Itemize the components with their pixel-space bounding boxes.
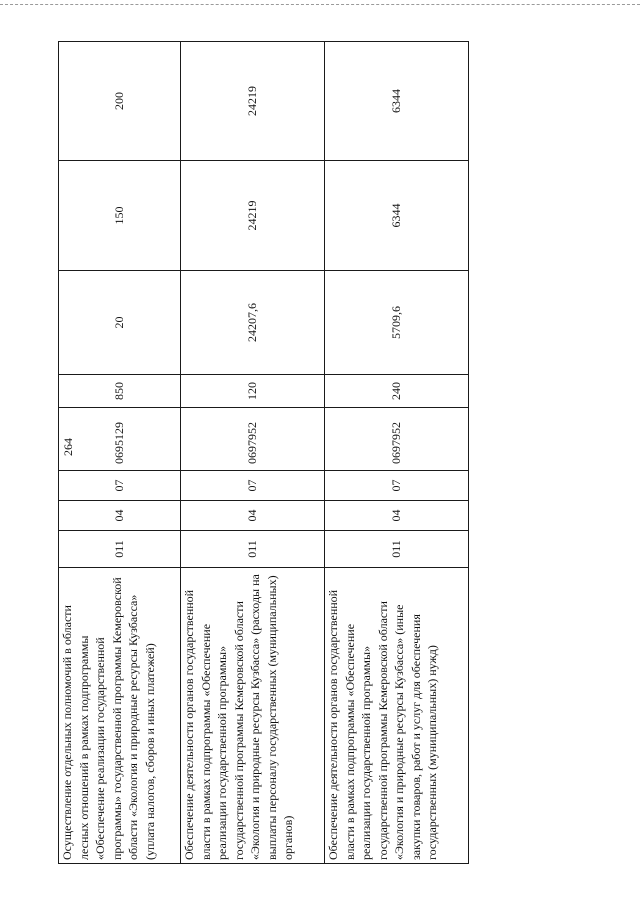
target-article-code: 0697952: [325, 408, 469, 471]
expense-type-code: 850: [59, 375, 181, 408]
amount-year-2: 150: [59, 161, 181, 271]
amount-year-3: 24219: [181, 42, 325, 161]
ministry-code: 011: [325, 531, 469, 568]
amount-year-1: 24207,6: [181, 271, 325, 375]
amount-year-2: 24219: [181, 161, 325, 271]
section-code: 04: [181, 501, 325, 531]
row-description: Обеспечение деятельности органов государственной власти в рамках подпрограммы «Обеспечение реализации государственной программы» государственной программы Кемеровской области «Экология и природные ресурсы Кузбасса» (расходы на выплаты персоналу государственных (муниципальных) органов): [181, 568, 325, 864]
table-row: [325, 42, 469, 864]
subsection-code: 07: [59, 471, 181, 501]
expense-type-code: 240: [325, 375, 469, 408]
budget-table: [58, 41, 469, 864]
amount-year-1: 20: [59, 271, 181, 375]
amount-year-3: 6344: [325, 42, 469, 161]
table-row: [59, 42, 181, 864]
target-article-code: 0695129: [59, 408, 181, 471]
scan-top-rule: [0, 4, 640, 5]
rotated-budget-table-page: [58, 42, 468, 864]
page-number: 264: [61, 438, 75, 456]
subsection-code: 07: [181, 471, 325, 501]
row-description: Осуществление отдельных полномочий в области лесных отношений в рамках подпрограммы «Обеспечение реализации государственной программы» государственной программы Кемеровской области «Экология и природные ресурсы Кузбасса» (уплата налогов, сборов и иных платежей): [59, 568, 181, 864]
amount-year-1: 5709,6: [325, 271, 469, 375]
subsection-code: 07: [325, 471, 469, 501]
section-code: 04: [59, 501, 181, 531]
row-description: Обеспечение деятельности органов государственной власти в рамках подпрограммы «Обеспечение реализации государственной программы» государственной программы Кемеровской области «Экология и природные ресурсы Кузбасса» (иные закупки товаров, работ и услуг для обеспечения государственных (муниципальных) нужд): [325, 568, 469, 864]
ministry-code: 011: [59, 531, 181, 568]
section-code: 04: [325, 501, 469, 531]
amount-year-2: 6344: [325, 161, 469, 271]
ministry-code: 011: [181, 531, 325, 568]
table-row: [181, 42, 325, 864]
amount-year-3: 200: [59, 42, 181, 161]
expense-type-code: 120: [181, 375, 325, 408]
target-article-code: 0697952: [181, 408, 325, 471]
